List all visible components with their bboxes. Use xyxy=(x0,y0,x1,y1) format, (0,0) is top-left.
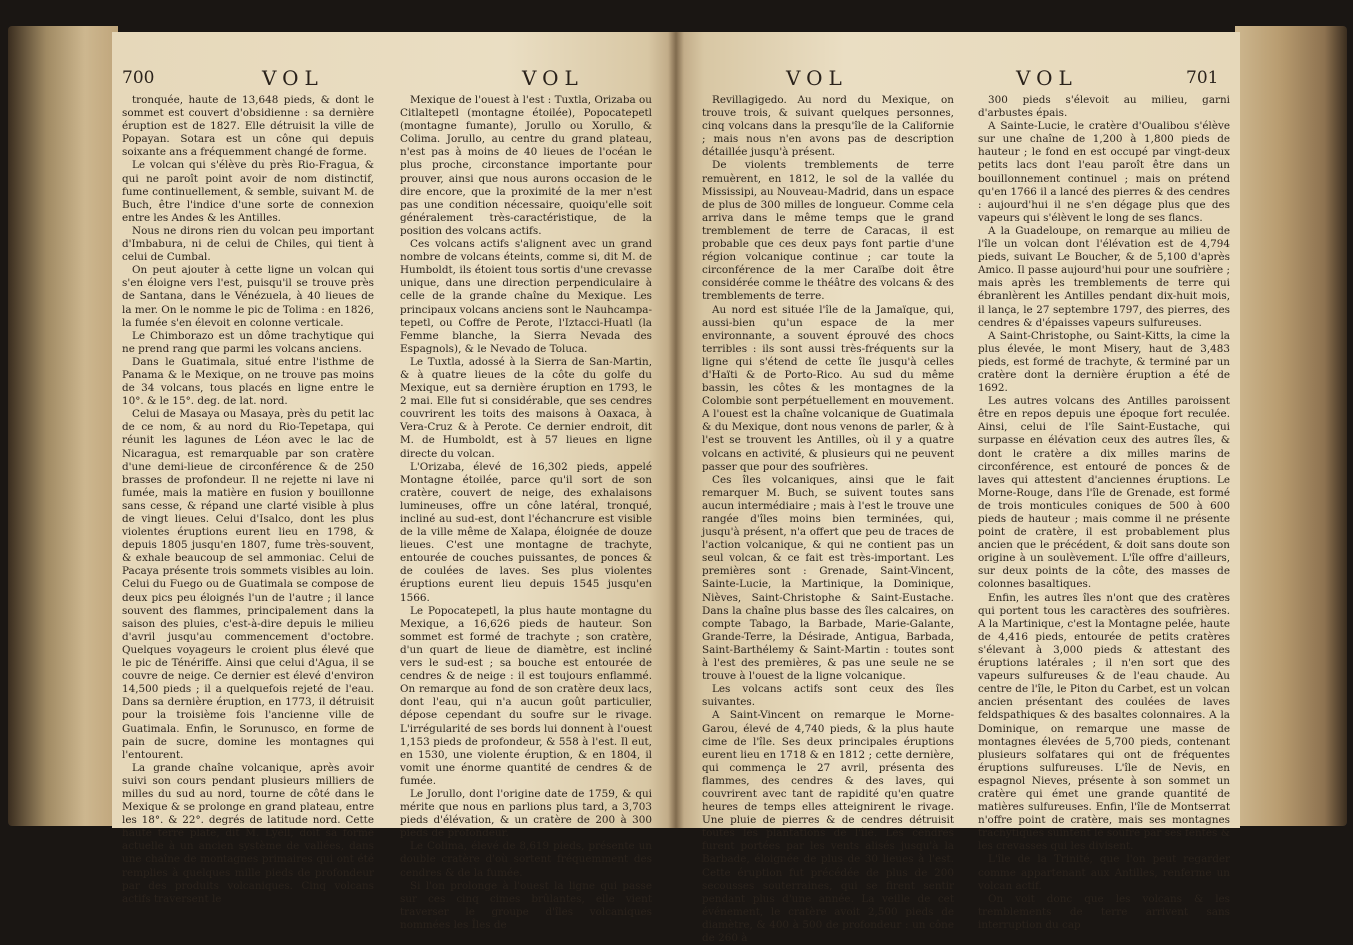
paragraph: Les autres volcans des Antilles paroissent être en repos depuis une époque fort reculée. Ainsi, celui de l'île Saint-Eustache, qui surpasse en élévation ceux des autres îles, & dont le cratère a dix milles marins de circonférence, est entouré de ponces & de laves qui attestent d'anciennes éruptions. Le Morne-Rouge, dans l'île de Grenade, est formé de trois monticules coniques de 500 à 600 pieds de hauteur ; mais comme il ne présente point de cratère, il est probablement plus ancien que le précédent, & doit sans doute son origine à un soulèvement. L'île offre d'ailleurs, sur deux points de la côte, des masses de colonnes basaltiques. xyxy=(978,395,1230,591)
right-page-number: 701 xyxy=(1186,68,1219,88)
right-header-catchword-1: VOL xyxy=(786,66,848,90)
left-page xyxy=(112,32,676,931)
right-page-column-2 xyxy=(978,94,1230,932)
paragraph: Ces volcans actifs s'alignent avec un grand nombre de volcans éteints, comme si, dit M. de Humboldt, ils étoient tous sortis d'une crevasse unique, dans une direction perpendiculaire à celle de la grande chaîne du Mexique. Les principaux volcans anciens sont le Nauhcampa-tepetl, ou Coffre de Perote, l'Iztacci-Huatl (la Femme blanche, la Sierra Nevada des Espagnols), & le Nevado de Toluca. xyxy=(400,238,652,355)
paragraph: A la Guadeloupe, on remarque au milieu de l'île un volcan dont l'élévation est de 4,794 pieds, suivant Le Boucher, & de 5,100 d'après Amico. Il passe aujourd'hui pour une soufrière ; mais après les tremblements de terre qui ébranlèrent les Antilles pendant dix-huit mois, il lança, le 27 septembre 1797, des pierres, des cendres & d'épaisses vapeurs sulfureuses. xyxy=(978,224,1230,329)
paragraph: Celui de Masaya ou Masaya, près du petit lac de ce nom, & au nord du Rio-Tepetapa, qui réunit les lagunes de Léon avec le lac de Nicaragua, est remarquable par son cratère d'une demi-lieue de circonférence & de 250 brasses de profondeur. Il ne rejette ni lave ni fumée, mais la matière en fusion y bouillonne sans cesse, & répand une clarté visible à plus de vingt lieues. Celui d'Isalco, dont les plus violentes éruptions eurent lieu en 1798, & depuis 1805 jusqu'en 1807, fume très-souvent, & exhale beaucoup de sel ammoniac. Celui de Pacaya présente trois sommets visibles au loin. Celui du Fuego ou de Guatimala se compose de deux pics peu éloignés l'un de l'autre ; il lance souvent des flammes, principalement dans la saison des pluies, c'est-à-dire depuis le milieu d'avril jusqu'au commencement d'octobre. Quelques voyageurs le croient plus élevé que le pic de Ténériffe. Ainsi que celui d'Agua, il se couvre de neige. Ce dernier est élevé d'environ 14,500 pieds ; il a quelquefois rejeté de l'eau. Dans sa dernière éruption, en 1773, il détruisit pour la troisième fois l'ancienne ville de Guatimala. Enfin, le Sorunusco, en forme de pain de sucre, domine les montagnes qui l'entourent. xyxy=(122,408,374,761)
left-page-edges xyxy=(8,26,118,826)
paragraph: tronquée, haute de 13,648 pieds, & dont le sommet est couvert d'obsidienne : sa dernière éruption est de 1827. Elle détruisit la ville de Popayan. Sotara est un cône qui depuis soixante ans a fréquemment changé de forme. xyxy=(122,94,374,159)
paragraph: On peut ajouter à cette ligne un volcan qui s'en éloigne vers l'est, puisqu'il se trouve près de Santana, dans le Vénézuela, à 40 lieues de la mer. On le nomme le pic de Tolima : en 1826, la fumée s'en élevoit en colonne verticale. xyxy=(122,264,374,329)
paragraph: Dans le Guatimala, situé entre l'isthme de Panama & le Mexique, on ne trouve pas moins de 34 volcans, tous placés en ligne entre le 10°. & le 15°. deg. de lat. nord. xyxy=(122,355,374,408)
right-page xyxy=(676,32,1240,944)
paragraph: Le Colima, élevé de 8,619 pieds, présente un double cratère d'où sortent fréquemment des cendres & de la fumée. xyxy=(400,840,652,879)
paragraph: A Saint-Vincent on remarque le Morne-Garou, élevé de 4,740 pieds, & la plus haute cime de l'île. Ses deux principales éruptions eurent lieu en 1718 & en 1812 ; cette dernière, qui commença le 27 avril, présenta des flammes, des cendres & des laves, qui couvrirent avec tant de rapidité qu'en quatre heures de temps elles atteignirent le rivage. Une pluie de pierres & de cendres détruisit toutes les plantations de l'île. Les cendres furent portées par les vents alisés jusqu'à la Barbade, éloignée de plus de 30 lieues à l'est. Cette éruption fut précédée de plus de 200 secousses souterraines, qui se firent sentir pendant plus d'une année. La veille de cet événement, le cratère avoit 2,500 pieds de diamètre, & 400 à 500 de profondeur : un cône de 260 à xyxy=(702,709,954,944)
paragraph: Mexique de l'ouest à l'est : Tuxtla, Orizaba ou Citlaltepetl (montagne étoilée), Popocatepetl (montagne fumante), Jorullo ou Xorullo, & Colima. Jorullo, au centre du grand plateau, n'est pas à moins de 40 lieues de l'océan le plus proche, circonstance importante pour prouver, ainsi que nous aurons occasion de le dire encore, que la proximité de la mer n'est pas une condition nécessaire, quoiqu'elle soit généralement très-caractéristique, de la position des volcans actifs. xyxy=(400,94,652,237)
paragraph: Nous ne dirons rien du volcan peu important d'Imbabura, ni de celui de Chiles, qui tient à celui de Cumbal. xyxy=(122,224,374,264)
paragraph: Si l'on prolonge à l'ouest la ligne qui passe sur ces cinq cimes brûlantes, elle vient traverser le groupe d'îles volcaniques nommées les Îles de xyxy=(400,879,652,931)
paragraph: Le Jorullo, dont l'origine date de 1759, & qui mérite que nous en parlions plus tard, a 3,703 pieds d'élévation, & un cratère de 200 à 300 pieds de profondeur. xyxy=(400,787,652,840)
right-page-column-1 xyxy=(702,94,954,945)
paragraph: Le Chimborazo est un dôme trachytique qui ne prend rang que parmi les volcans anciens. xyxy=(122,329,374,355)
left-header-catchword-1: VOL xyxy=(262,66,324,90)
paragraph: A Saint-Christophe, ou Saint-Kitts, la cime la plus élevée, le mont Misery, haut de 3,483 pieds, est formé de trachyte, & terminé par un cratère dont la dernière éruption a été de 1692. xyxy=(978,329,1230,395)
paragraph: On voit donc que les volcans & les tremblements de terre arrivent sans interruption du cap xyxy=(978,892,1230,931)
paragraph: L'Orizaba, élevé de 16,302 pieds, appelé Montagne étoilée, parce qu'il sort de son cratère, couvert de neige, des exhalaisons lumineuses, offre un cône latéral, tronqué, incliné au sud-est, dont l'échancrure est visible de la ville même de Xalapa, éloignée de douze lieues. C'est une montagne de trachyte, entourée de couches puissantes, de ponces & de coulées de laves. Ses plus violentes éruptions eurent lieu depuis 1545 jusqu'en 1566. xyxy=(400,460,652,604)
paragraph: Au nord est située l'île de la Jamaïque, qui, aussi-bien qu'un espace de la mer environnante, a souvent éprouvé des chocs terribles : ils sont aussi très-fréquents sur la ligne qui s'étend de cette île jusqu'à celles d'Haïti & de Porto-Rico. Au sud du même bassin, les côtes & les montagnes de la Colombie sont perpétuellement en mouvement. A l'ouest est la chaîne volcanique de Guatimala & du Mexique, dont nous venons de parler, & à l'est se trouvent les Antilles, où il y a quatre volcans en activité, & plusieurs qui ne peuvent passer que pour des soufrières. xyxy=(702,303,954,473)
paragraph: De violents tremblements de terre remuèrent, en 1812, le sol de la vallée du Mississipi, au Nouveau-Madrid, dans un espace de plus de 300 milles de longueur. Comme cela arriva dans le même temps que le grand tremblement de terre de Caracas, il est probable que ces deux pays font partie d'une région volcanique continue ; car toute la circonférence de la mer Caraïbe doit être considérée comme le théâtre des volcans & des tremblements de terre. xyxy=(702,159,954,303)
right-page-header xyxy=(676,66,1240,90)
paragraph: A Sainte-Lucie, le cratère d'Oualibou s'élève sur une chaîne de 1,200 à 1,800 pieds de hauteur ; le fond en est occupé par vingt-deux petits lacs dont l'eau paroît être dans un bouillonnement continuel ; mais on prétend qu'en 1766 il a lancé des pierres & des cendres : aujourd'hui il ne s'en dégage plus que des vapeurs qui s'élèvent le long de ses flancs. xyxy=(978,120,1230,224)
paragraph: Revillagigedo. Au nord du Mexique, on trouve trois, & suivant quelques personnes, cinq volcans dans la presqu'île de la Californie ; mais nous n'en avons pas de description détaillée jusqu'à présent. xyxy=(702,94,954,159)
book-gutter xyxy=(668,32,684,828)
paragraph: Enfin, les autres îles n'ont que des cratères qui portent tous les caractères des soufrières. A la Martinique, c'est la Montagne pelée, haute de 4,416 pieds, entourée de petits cratères s'élevant à 3,000 pieds & attestant des éruptions latérales ; il n'en sort que des vapeurs sulfureuses & de l'eau chaude. Au centre de l'île, le Piton du Carbet, est un volcan ancien présentant des coulées de laves feldspathiques & des basaltes colonnaires. A la Dominique, on remarque une masse de montagnes élevées de 5,700 pieds, contenant plusieurs solfatares qui ont de fréquentes éruptions sulfureuses. L'île de Nevis, en espagnol Nieves, présente à son sommet un cratère qui émet une grande quantité de matières sulfureuses. Enfin, l'île de Montserrat n'offre point de cratère, mais ses montagnes trachytiques suintent le soufre par ses fentes & les crevasses qui les divisent. xyxy=(978,591,1230,853)
left-page-header xyxy=(112,66,676,90)
paragraph: Ces îles volcaniques, ainsi que le fait remarquer M. Buch, se suivent toutes sans aucun intermédiaire ; mais à l'est le trouve une rangée d'îles moins bien terminées, qui, jusqu'à présent, n'a offert que peu de traces de l'action volcanique, & qui ne contient pas un seul volcan, & ce fait est très-important. Les premières sont : Grenade, Saint-Vincent, Sainte-Lucie, la Martinique, la Dominique, Nièves, Saint-Christophe & Saint-Eustache. Dans la chaîne plus basse des îles calcaires, on compte Tabago, la Barbade, Marie-Galante, Grande-Terre, la Désirade, Antigua, Barbada, Saint-Barthélemy & Saint-Martin : toutes sont à l'est des premières, & pas une seule ne se trouve à l'ouest de la ligne volcanique. xyxy=(702,473,954,683)
right-page-edges xyxy=(1235,26,1347,826)
paragraph: Les volcans actifs sont ceux des îles suivantes. xyxy=(702,683,954,709)
paragraph: La grande chaîne volcanique, après avoir suivi son cours pendant plusieurs milliers de milles du sud au nord, tourne de côté dans le Mexique & se prolonge en grand plateau, entre les 18°. & 22°. degrés de latitude nord. Cette haute terre plate, dit M. Lyell, doit sa forme actuelle à un ancien système de vallées, dans une chaîne de montagnes primaires qui ont été remplies à quelques mille pieds de profondeur par des produits volcaniques. Cinq volcans actifs traversent le xyxy=(122,761,374,905)
paragraph: L'île de la Trinité, que l'on peut regarder comme appartenant aux Antilles, renferme un volcan actif. xyxy=(978,853,1230,892)
paragraph: Le Tuxtla, adossé à la Sierra de San-Martin, & à quatre lieues de la côte du golfe du Mexique, eut sa dernière éruption en 1793, le 2 mai. Elle fut si considérable, que ses cendres couvrirent les toits des maisons à Oaxaca, à Vera-Cruz & à Perote. Ce dernier endroit, dit M. de Humboldt, est à 57 lieues en ligne directe du volcan. xyxy=(400,355,652,460)
paragraph: Le volcan qui s'élève du près Rio-Fragua, & qui ne paroît point avoir de nom distinctif, fume continuellement, & semble, suivant M. de Buch, être l'indice d'une sorte de connexion entre les Andes & les Antilles. xyxy=(122,159,374,224)
left-header-catchword-2: VOL xyxy=(522,66,584,90)
right-header-catchword-2: VOL xyxy=(1016,66,1078,90)
left-page-number: 700 xyxy=(122,68,155,88)
paragraph: Le Popocatepetl, la plus haute montagne du Mexique, a 16,626 pieds de hauteur. Son sommet est formé de trachyte ; son cratère, d'un quart de lieue de diamètre, est incliné vers le sud-est ; sa bouche est entourée de cendres & de neige : il est toujours enflammé. On remarque au fond de son cratère deux lacs, dont l'eau, qui n'a aucun goût particulier, dépose cependant du soufre sur le rivage. L'irrégularité de ses bords lui donnent à l'ouest 1,153 pieds de profondeur, & 558 à l'est. Il eut, en 1530, une violente éruption, & en 1804, il vomit une énorme quantité de cendres & de fumée. xyxy=(400,604,652,787)
paragraph: 300 pieds s'élevoit au milieu, garni d'arbustes épais. xyxy=(978,94,1230,120)
left-page-column-1 xyxy=(122,94,374,906)
left-page-column-2 xyxy=(400,94,652,932)
